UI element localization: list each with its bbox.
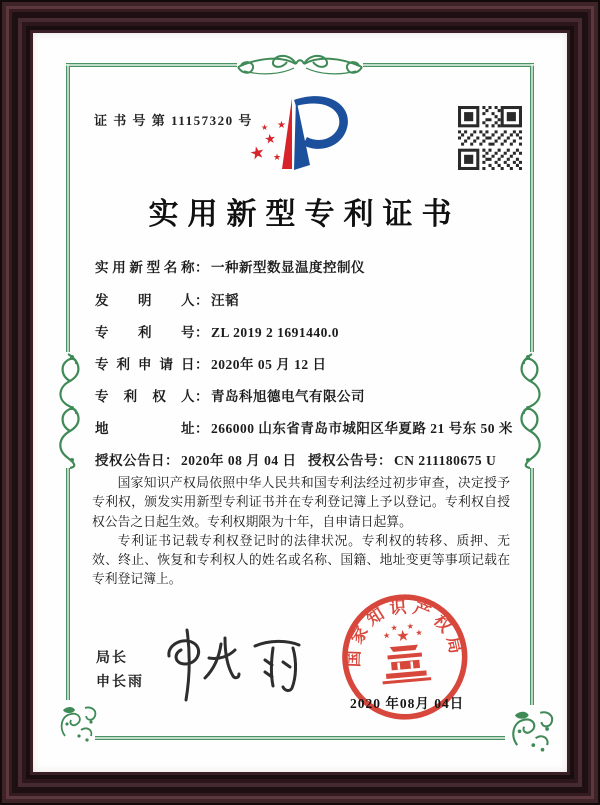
certificate-number: 证 书 号 第 11157320 号 [94,113,253,128]
colon: ： [195,357,209,372]
svg-text:★: ★ [382,630,391,641]
colon: ： [195,260,209,275]
legal-paragraph-1: 国家知识产权局依照中华人民共和国专利法经过初步审查，决定授予专利权，颁发实用新型专利证书并在专利登记簿上予以登记。专利权自授权公告之日起生效。专利权期限为十年，自申请日起算。 [92,476,510,529]
cnipa-logo-icon [237,92,363,182]
colon: ： [165,453,179,468]
national-emblem-icon [378,621,432,685]
field-grant-date [95,449,297,469]
field-patent-number [95,321,339,341]
legal-text [92,474,510,590]
field-label: 授权公告号 [308,453,378,468]
field-label: 授权公告日 [95,453,165,468]
colon: ： [195,389,209,404]
field-value: 汪韬 [211,293,239,308]
field-address [95,417,513,437]
colon: ： [378,453,392,468]
field-label: 发明人 [95,293,195,308]
svg-text:★: ★ [406,621,415,632]
field-label: 实用新型名称 [95,260,195,275]
field-application-date [95,353,327,373]
field-label: 专利权人 [95,389,195,404]
field-value: 一种新型数显温度控制仪 [211,260,365,275]
cnipa-seal-stamp-icon [328,582,482,736]
svg-text:★: ★ [390,623,399,633]
svg-text:★: ★ [261,123,269,132]
colon: ： [195,293,209,308]
svg-text:★: ★ [247,142,267,164]
seal-date: 2020 年08月 04日 [350,696,465,711]
field-label: 专利申请日 [95,357,195,372]
colon: ： [195,421,209,436]
field-value: 2020年 05 月 12 日 [211,357,327,372]
field-label: 地址 [95,421,195,436]
svg-text:★: ★ [414,628,424,638]
legal-paragraph-2: 专利证书记载专利权登记时的法律状况。专利权的转移、质押、无效、终止、恢复和专利权人的姓名或名称、国籍、地址变更等事项记载在专利登记簿上。 [92,533,510,587]
certificate-title: 实用新型专利证书 [148,198,461,231]
field-grant-number [308,449,496,469]
seal-text: 国家知识产权局 [343,597,467,668]
qr-code [458,106,522,170]
field-value: ZL 2019 2 1691440.0 [211,325,340,340]
field-patentee [95,385,365,405]
field-value: 2020年 08 月 04 日 [181,453,297,468]
field-value: CN 211180675 U [394,453,497,468]
field-inventor [95,289,239,309]
colon: ： [195,325,209,340]
svg-text:★: ★ [263,130,277,147]
director-signature-icon [155,622,325,707]
field-value: 青岛科旭德电气有限公司 [211,389,365,404]
field-label: 专利号 [95,325,195,340]
director-title: 局长 [96,649,128,665]
svg-text:★: ★ [277,120,286,131]
svg-text:★: ★ [273,152,282,162]
director-name: 申长雨 [96,673,144,689]
field-utility-model-name [95,256,365,276]
svg-text:★: ★ [395,627,411,646]
field-value: 266000 山东省青岛市城阳区华夏路 21 号东 50 米 [211,421,513,436]
